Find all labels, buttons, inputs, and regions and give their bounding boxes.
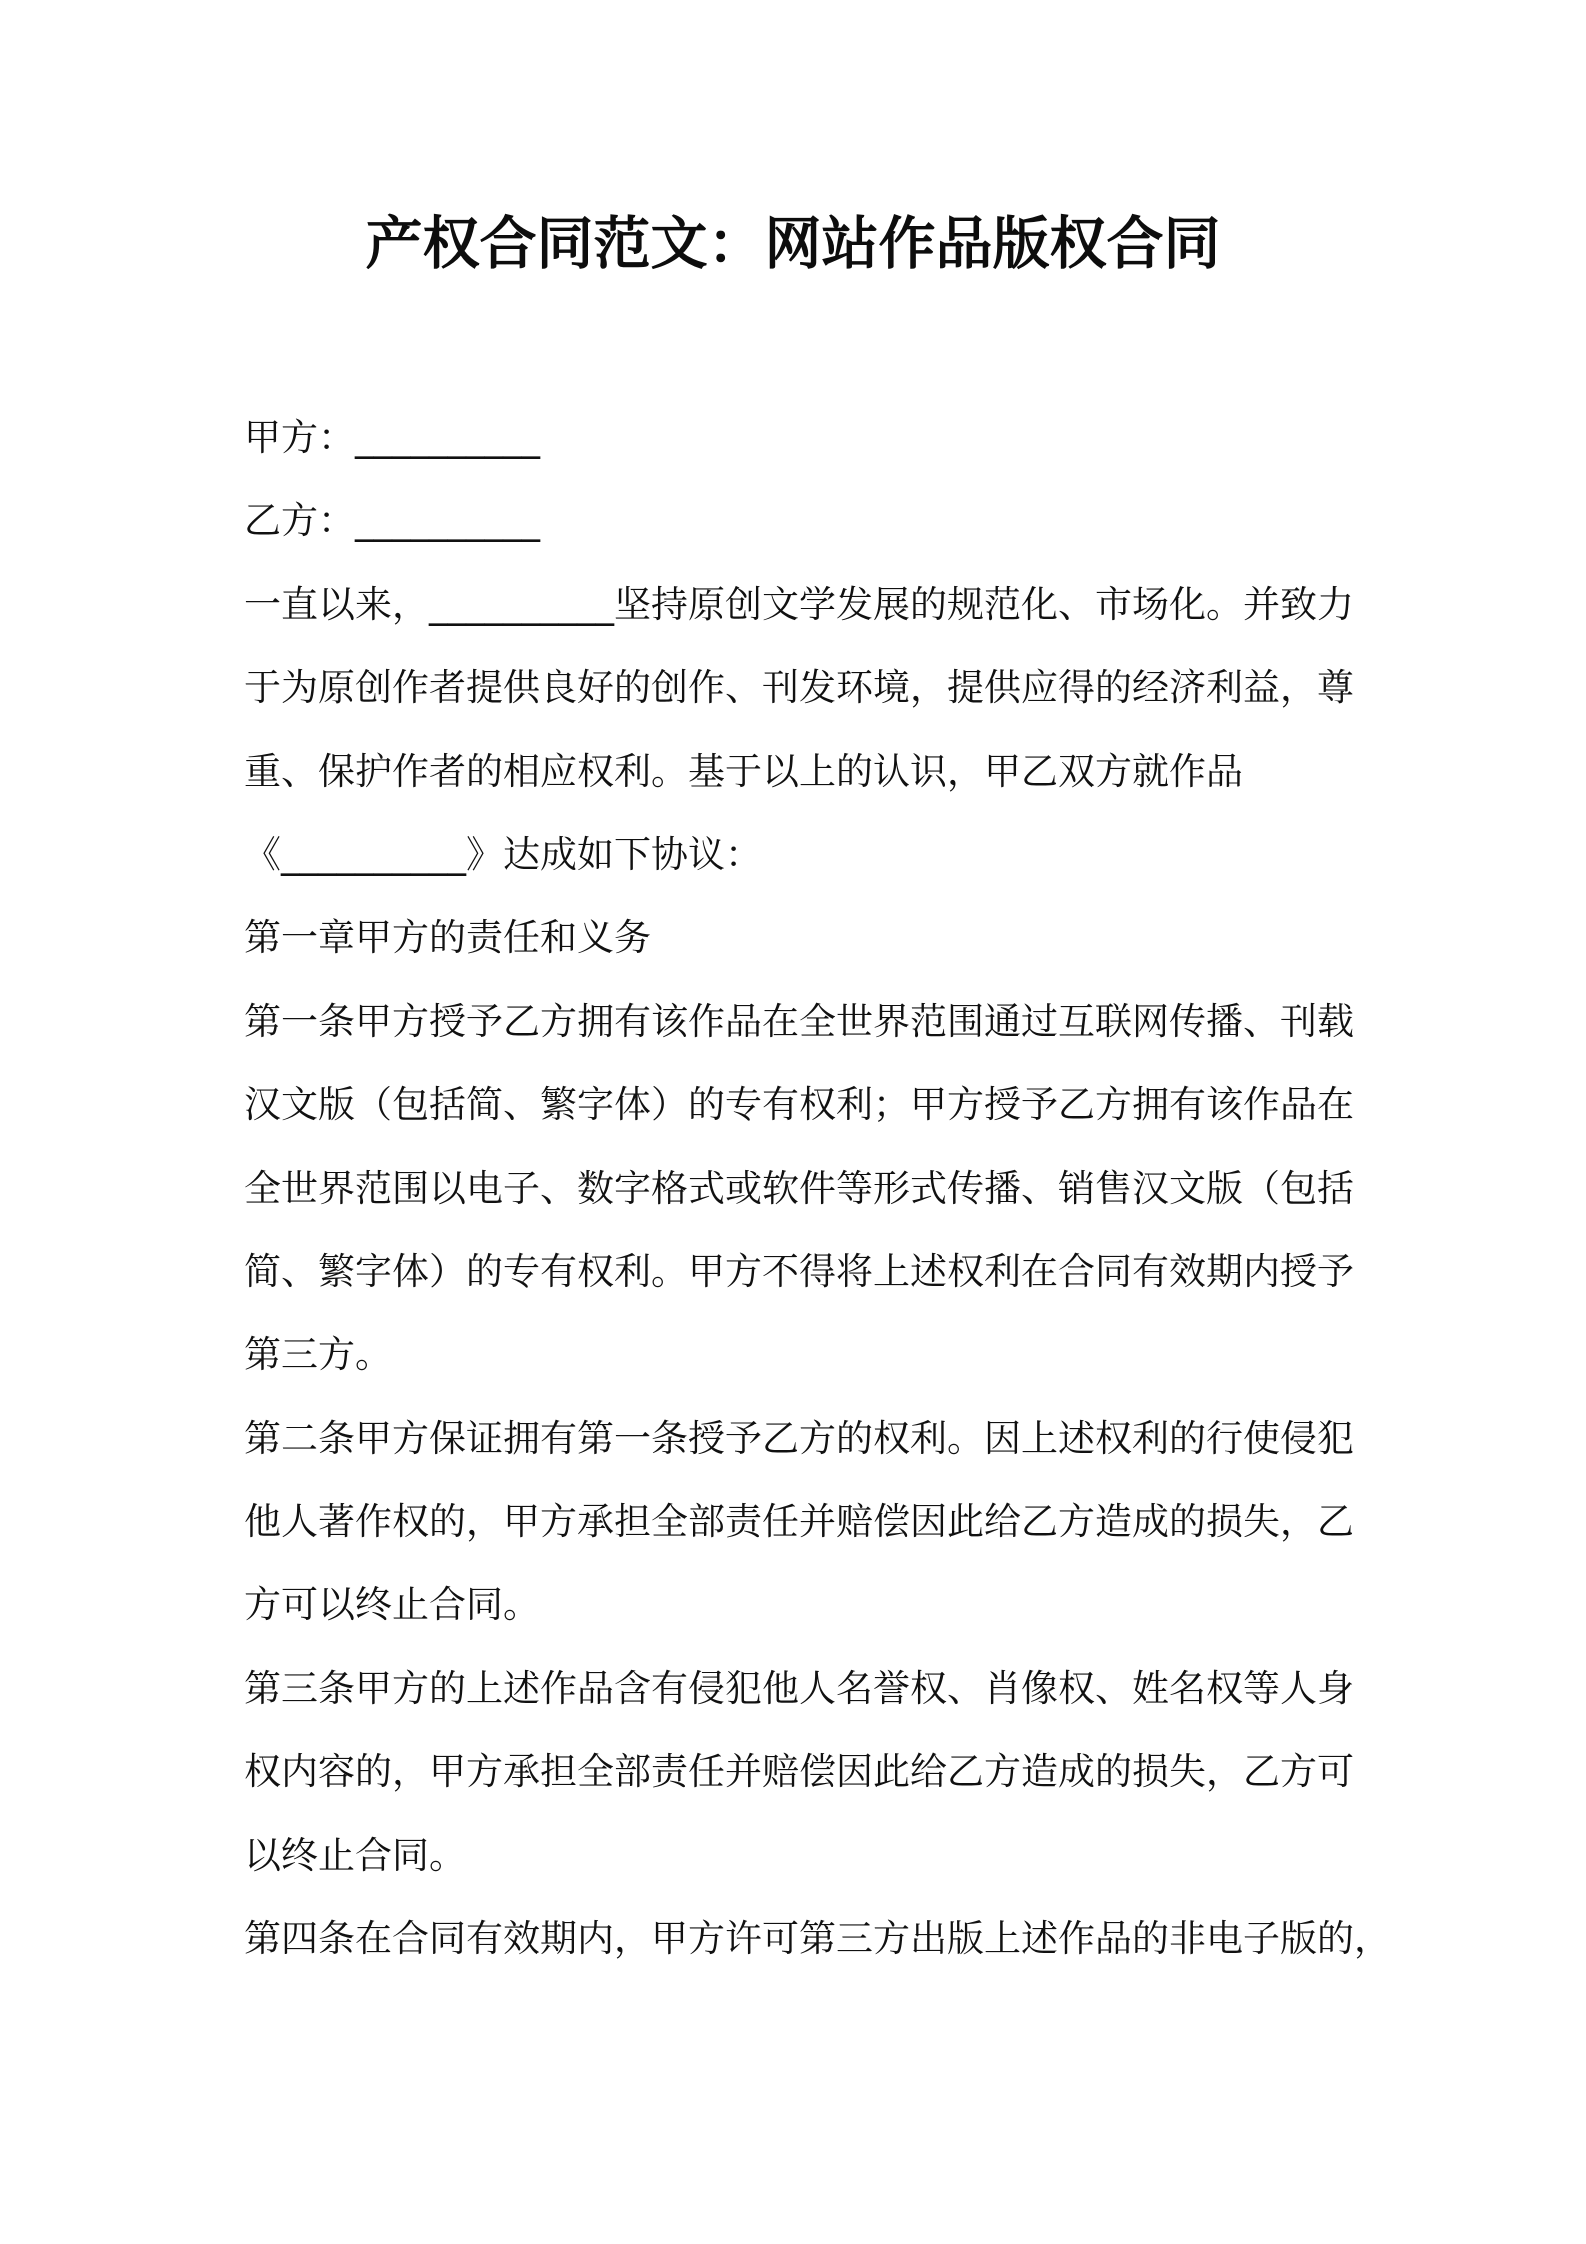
chapter-heading: 第一章甲方的责任和义务 [244,916,651,960]
article-line: 第三条甲方的上述作品含有侵犯他人名誉权、肖像权、姓名权等人身 [244,1666,1354,1710]
article-line: 全世界范围以电子、数字格式或软件等形式传播、销售汉文版（包括 [244,1166,1354,1210]
party-a-line: 甲方：__________ [244,416,540,459]
article-line: 以终止合同。 [244,1833,466,1877]
document-body [244,396,1391,1980]
article-2 [244,1397,1353,1647]
article-line: 第二条甲方保证拥有第一条授予乙方的权利。因上述权利的行使侵犯 [244,1416,1354,1460]
article-4 [244,1897,1391,1980]
article-line: 第三方。 [244,1333,392,1377]
preamble-line: 《__________》达成如下协议： [244,832,762,876]
article-3 [244,1647,1353,1897]
parties [244,396,1353,563]
article-line: 汉文版（包括简、繁字体）的专有权利；甲方授予乙方拥有该作品在 [244,1083,1354,1127]
article-line: 权内容的，甲方承担全部责任并赔偿因此给乙方造成的损失，乙方可 [244,1750,1354,1794]
article-line: 他人著作权的，甲方承担全部责任并赔偿因此给乙方造成的损失，乙 [244,1500,1354,1544]
preamble [244,563,1353,897]
article-line: 第一条甲方授予乙方拥有该作品在全世界范围通过互联网传播、刊载 [244,999,1354,1043]
article-line: 第四条在合同有效期内，甲方许可第三方出版上述作品的非电子版的， [244,1917,1391,1961]
preamble-line: 重、保护作者的相应权利。基于以上的认识，甲乙双方就作品 [244,749,1243,793]
document-title: 产权合同范文：网站作品版权合同 [365,211,1221,277]
party-b-line: 乙方：__________ [244,499,540,543]
article-line: 方可以终止合同。 [244,1583,540,1627]
chapter-1 [244,896,1391,1980]
article-1 [244,980,1353,1397]
article-line: 简、繁字体）的专有权利。甲方不得将上述权利在合同有效期内授予 [244,1249,1354,1293]
preamble-line: 于为原创作者提供良好的创作、刊发环境，提供应得的经济利益，尊 [244,666,1354,710]
preamble-line: 一直以来，__________坚持原创文学发展的规范化、市场化。并致力 [244,582,1354,626]
